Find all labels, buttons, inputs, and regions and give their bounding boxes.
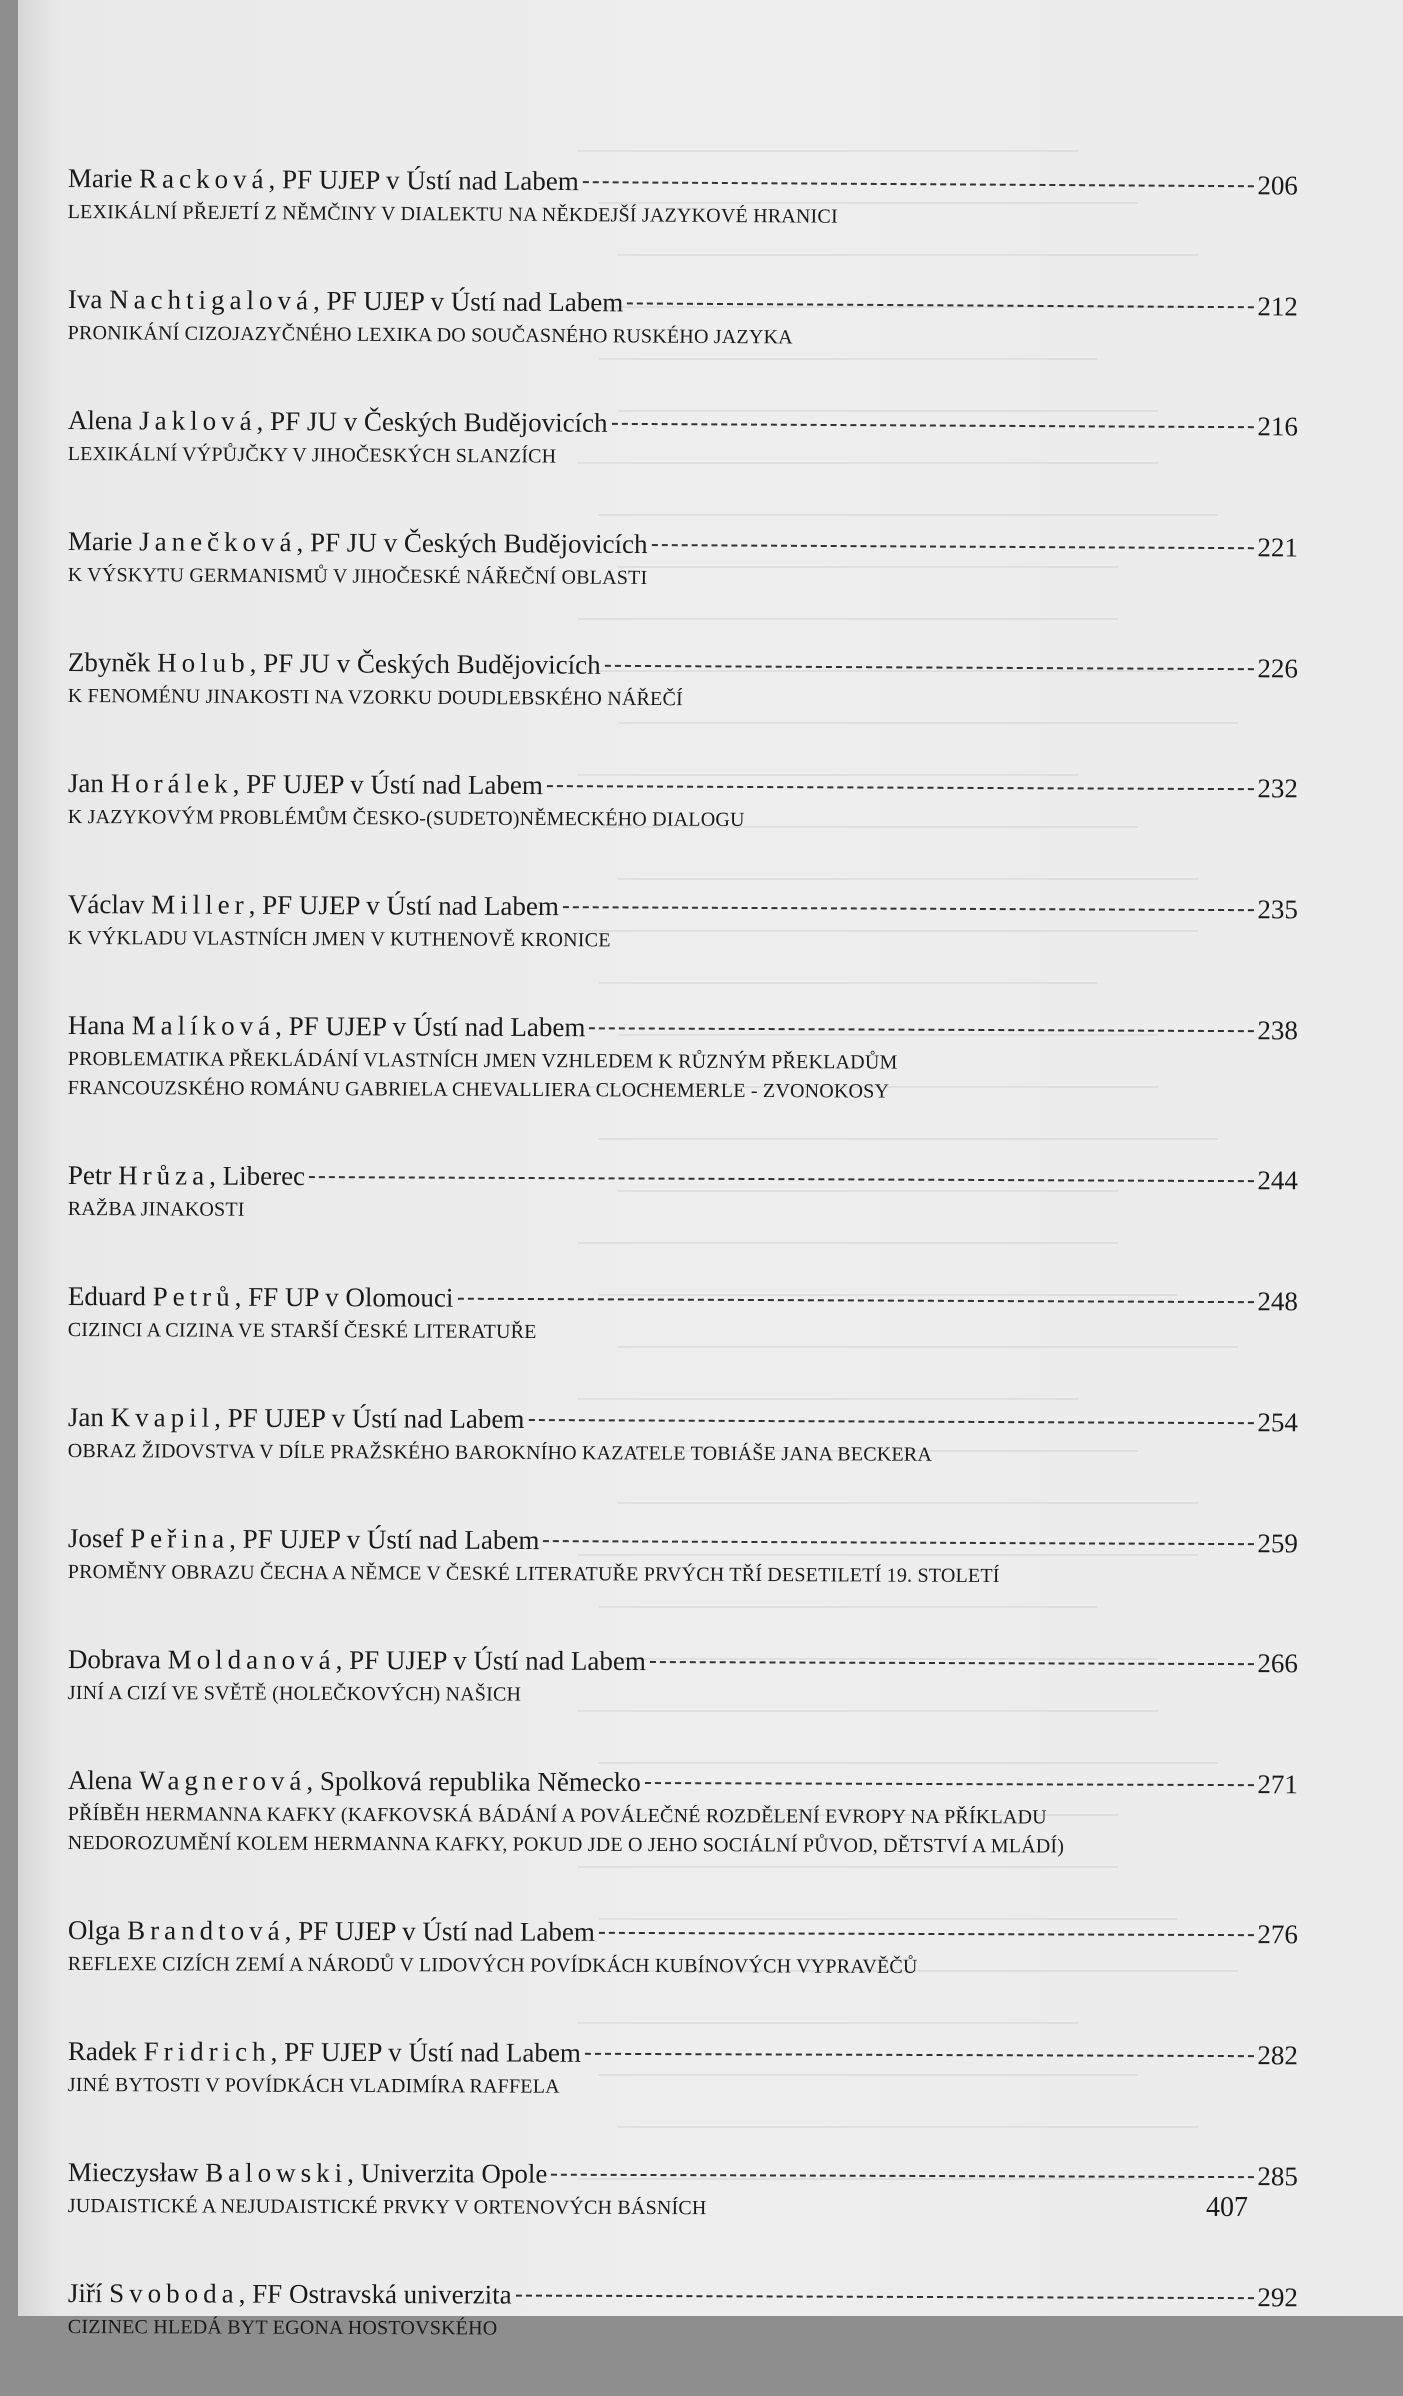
author-first-name: Marie (67, 526, 133, 557)
dot-leader (551, 2174, 1253, 2178)
table-of-contents (68, 160, 1298, 2396)
toc-entry (68, 1912, 1298, 1983)
author-surname: Horálek (110, 768, 233, 799)
author-surname: Balowski (205, 2157, 348, 2188)
author-surname: Hrůza (118, 1160, 210, 1191)
author-first-name: Alena (67, 1765, 133, 1796)
article-title: PROMĚNY OBRAZU ČECHA A NĚMCE V ČESKÉ LITERATUŘE PRVÝCH TŘÍ DESETILETÍ 19. STOLETÍ (67, 1560, 1000, 1588)
toc-entry (68, 2275, 1298, 2346)
entry-page-number: 276 (1257, 1919, 1298, 1950)
toc-entry (68, 644, 1298, 717)
author: Petr Hrůza, Liberec (67, 1160, 306, 1192)
toc-entry (68, 1762, 1298, 1862)
article-title: JINÍ A CIZÍ VE SVĚTĚ (HOLEČKOVÝCH) NAŠICH (67, 1681, 522, 1706)
article-title: K VÝSKYTU GERMANISMŮ V JIHOČESKÉ NÁŘEČNÍ OBLASTI (67, 563, 648, 590)
author-surname: Kvapil (110, 1402, 215, 1433)
author-first-name: Olga (67, 1915, 121, 1946)
author-first-name: Jan (67, 1402, 104, 1433)
author-surname: Nachtigalová (109, 284, 314, 316)
affiliation: PF UJEP v Ústí nad Labem (246, 768, 543, 801)
toc-entry-heading (68, 1399, 1298, 1440)
dot-leader (528, 1419, 1253, 1424)
toc-entry (68, 1278, 1298, 1350)
article-title: K JAZYKOVÝM PROBLÉMŮM ČESKO-(SUDETO)NĚMECKÉHO DIALOGU (67, 805, 745, 831)
author-first-name: Marie (67, 162, 133, 194)
dot-leader (650, 1661, 1254, 1665)
toc-entry-heading (68, 644, 1298, 686)
author-first-name: Petr (67, 1160, 112, 1191)
author: Marie Janečková, PF JU v Českých Budějovicích (67, 526, 648, 560)
dot-leader (612, 423, 1254, 428)
dot-leader (599, 1932, 1254, 1936)
article-title: REFLEXE CIZÍCH ZEMÍ A NÁRODŮ V LIDOVÝCH POVÍDKÁCH KUBÍNOVÝCH VYPRAVĚČŮ (67, 1952, 918, 1978)
author: Dobrava Moldanová, PF UJEP v Ústí nad Labem (67, 1644, 646, 1677)
toc-entry (68, 1520, 1298, 1592)
author-first-name: Iva (67, 283, 103, 315)
book-page (18, 0, 1403, 2340)
toc-entry-heading (68, 2275, 1298, 2315)
toc-entry-heading (68, 2033, 1298, 2073)
toc-entry (68, 1007, 1298, 1108)
affiliation: FF UP v Olomouci (248, 1281, 454, 1313)
dot-leader (585, 2053, 1254, 2057)
entry-page-number: 259 (1257, 1528, 1298, 1559)
author: Eduard Petrů, FF UP v Olomouci (67, 1281, 454, 1313)
author: Jan Kvapil, PF UJEP v Ústí nad Labem (67, 1402, 525, 1434)
entry-page-number: 226 (1257, 653, 1298, 684)
author-first-name: Zbyněk (67, 647, 151, 678)
article-title: CIZINCI A CIZINA VE STARŠÍ ČESKÉ LITERATUŘE (67, 1318, 537, 1344)
author: Jiří Svoboda, FF Ostravská univerzita (67, 2278, 512, 2310)
affiliation: PF UJEP v Ústí nad Labem (298, 1915, 595, 1947)
toc-entry-heading (68, 523, 1298, 565)
affiliation: PF UJEP v Ústí nad Labem (262, 889, 559, 922)
toc-entry (68, 160, 1298, 235)
dot-leader (627, 302, 1253, 308)
article-title: CIZINEC HLEDÁ BYT EGONA HOSTOVSKÉHO (67, 2315, 498, 2340)
toc-entry-heading (68, 1641, 1298, 1681)
toc-entry-heading (68, 886, 1298, 927)
affiliation: PF UJEP v Ústí nad Labem (242, 1523, 540, 1556)
author: Radek Fridrich, PF UJEP v Ústí nad Labem (67, 2036, 581, 2068)
affiliation: PF JU v Českých Budějovicích (309, 527, 648, 560)
dot-leader (547, 785, 1254, 790)
entry-page-number: 248 (1257, 1286, 1298, 1317)
dot-leader (583, 181, 1254, 187)
dot-leader (589, 1027, 1253, 1032)
article-title: JUDAISTICKÉ A NEJUDAISTICKÉ PRVKY V ORTENOVÝCH BÁSNÍCH (67, 2194, 707, 2220)
article-title: LEXIKÁLNÍ VÝPŮJČKY V JIHOČESKÝCH SLANZÍCH (67, 442, 557, 468)
entry-page-number: 271 (1257, 1769, 1298, 1800)
affiliation: PF UJEP v Ústí nad Labem (281, 164, 579, 197)
entry-page-number: 206 (1257, 170, 1298, 201)
entry-page-number: 244 (1257, 1165, 1298, 1196)
toc-entry-heading (68, 1912, 1298, 1952)
toc-entry (68, 523, 1298, 596)
author-surname: Moldanová (167, 1644, 336, 1675)
dot-leader (543, 1540, 1253, 1545)
entry-page-number: 212 (1257, 291, 1298, 322)
author-surname: Brandtová (127, 1915, 285, 1946)
dot-leader (516, 2295, 1254, 2300)
toc-entry (68, 765, 1298, 837)
toc-entry-heading (68, 1278, 1298, 1319)
author: Jan Horálek, PF UJEP v Ústí nad Labem (67, 768, 543, 801)
author: Zbyněk Holub, PF JU v Českých Budějovicích (67, 647, 601, 680)
entry-page-number: 221 (1257, 532, 1298, 563)
author-first-name: Dobrava (67, 1644, 161, 1675)
author-surname: Malíková (131, 1010, 276, 1041)
toc-entry (68, 1641, 1298, 1712)
toc-entry-heading (68, 1007, 1298, 1048)
author: Iva Nachtigalová, PF UJEP v Ústí nad Labem (67, 283, 624, 318)
article-title: PRONIKÁNÍ CIZOJAZYČNÉHO LEXIKA DO SOUČASNÉHO RUSKÉHO JAZYKA (67, 321, 793, 349)
entry-page-number: 282 (1257, 2040, 1298, 2071)
author-surname: Peřina (130, 1523, 230, 1554)
toc-entry (68, 281, 1298, 356)
dot-leader (645, 1782, 1254, 1786)
author-surname: Janečková (139, 526, 297, 558)
toc-entry (68, 402, 1298, 475)
article-title: LEXIKÁLNÍ PŘEJETÍ Z NĚMČINY V DIALEKTU NA NĚKDEJŠÍ JAZYKOVÉ HRANICI (67, 200, 838, 228)
author-first-name: Jiří (67, 2278, 103, 2309)
author: Olga Brandtová, PF UJEP v Ústí nad Labem (67, 1915, 595, 1947)
affiliation: PF UJEP v Ústí nad Labem (326, 285, 624, 318)
article-title: JINÉ BYTOSTI V POVÍDKÁCH VLADIMÍRA RAFFELA (67, 2073, 560, 2098)
author-first-name: Eduard (67, 1281, 146, 1312)
author-surname: Jaklová (139, 405, 257, 436)
author: Hana Malíková, PF UJEP v Ústí nad Labem (67, 1010, 586, 1043)
author-surname: Fridrich (143, 2036, 271, 2067)
dot-leader (652, 544, 1254, 549)
author-first-name: Radek (67, 2036, 137, 2067)
author: Alena Jaklová, PF JU v Českých Budějovicích (67, 404, 608, 438)
entry-page-number: 232 (1257, 773, 1298, 804)
author-first-name: Josef (67, 1523, 124, 1554)
toc-entry-heading (68, 2154, 1298, 2194)
affiliation: PF UJEP v Ústí nad Labem (227, 1402, 525, 1434)
entry-page-number: 254 (1257, 1407, 1298, 1438)
author: Václav Miller, PF UJEP v Ústí nad Labem (67, 889, 559, 922)
entry-page-number: 235 (1257, 894, 1298, 925)
toc-entry (68, 886, 1298, 958)
author-first-name: Mieczysław (67, 2157, 199, 2188)
affiliation: PF JU v Českých Budějovicích (270, 406, 608, 438)
dot-leader (563, 906, 1254, 911)
author-first-name: Václav (67, 889, 145, 920)
affiliation: PF JU v Českých Budějovicích (263, 648, 601, 680)
dot-leader (457, 1298, 1253, 1303)
author: Alena Wagnerová, Spolková republika Německo (67, 1765, 641, 1797)
affiliation: PF UJEP v Ústí nad Labem (349, 1644, 646, 1677)
affiliation: Liberec (222, 1160, 306, 1192)
toc-entry-heading (68, 1157, 1298, 1198)
author: Josef Peřina, PF UJEP v Ústí nad Labem (67, 1523, 540, 1556)
entry-page-number: 238 (1257, 1015, 1298, 1046)
toc-entry (68, 1399, 1298, 1471)
author: Marie Racková, PF UJEP v Ústí nad Labem (67, 162, 579, 197)
toc-entry-heading (68, 160, 1298, 204)
entry-page-number: 266 (1257, 1648, 1298, 1679)
page-number: 407 (1206, 2192, 1248, 2223)
article-title: K VÝKLADU VLASTNÍCH JMEN V KUTHENOVĚ KRONICE (67, 926, 611, 952)
toc-entry (68, 2154, 1298, 2225)
article-title: RAŽBA JINAKOSTI (67, 1197, 245, 1221)
dot-leader (309, 1176, 1253, 1182)
toc-entry-heading (68, 1762, 1298, 1802)
article-title: OBRAZ ŽIDOVSTVA V DÍLE PRAŽSKÉHO BAROKNÍHO KAZATELE TOBIÁŠE JANA BECKERA (67, 1439, 933, 1466)
affiliation: Spolková republika Německo (319, 1765, 641, 1797)
author-surname: Svoboda (109, 2278, 239, 2309)
article-title: PROBLEMATIKA PŘEKLÁDÁNÍ VLASTNÍCH JMEN VZHLEDEM K RŮZNÝM PŘEKLADŮM FRANCOUZSKÉHO ROMÁNU GABRIELA CHEVALLIERA CLOCHEMERLE - ZVONOKOSY (67, 1047, 898, 1103)
author-surname: Racková (139, 163, 269, 195)
entry-page-number: 216 (1257, 411, 1298, 442)
dot-leader (605, 665, 1254, 670)
toc-entry (68, 1157, 1298, 1229)
affiliation: PF UJEP v Ústí nad Labem (284, 2036, 581, 2068)
entry-page-number: 292 (1257, 2282, 1298, 2313)
author-surname: Petrů (152, 1281, 235, 1312)
toc-entry-heading (68, 1520, 1298, 1561)
toc-entry (68, 2033, 1298, 2104)
toc-entry-heading (68, 402, 1298, 444)
author-surname: Miller (151, 889, 249, 920)
author-first-name: Hana (67, 1010, 125, 1041)
article-title: K FENOMÉNU JINAKOSTI NA VZORKU DOUDLEBSKÉHO NÁŘEČÍ (67, 684, 683, 711)
toc-entry-heading (68, 281, 1298, 325)
show-through-line (578, 150, 1078, 152)
article-title: PŘÍBĚH HERMANNA KAFKY (KAFKOVSKÁ BÁDÁNÍ A POVÁLEČNÉ ROZDĚLENÍ EVROPY NA PŘÍKLADU NEDOROZUMĚNÍ KOLEM HERMANNA KAFKY, POKUD JDE O JEHO SOCIÁLNÍ PŮVOD, DĚTSTVÍ A MLÁDÍ) (67, 1802, 1065, 1858)
affiliation: FF Ostravská univerzita (252, 2278, 512, 2310)
entry-page-number: 285 (1257, 2161, 1298, 2192)
toc-entry-heading (68, 765, 1298, 806)
author-first-name: Jan (67, 768, 104, 799)
affiliation: PF UJEP v Ústí nad Labem (288, 1010, 586, 1043)
author: Mieczysław Balowski, Univerzita Opole (67, 2157, 548, 2189)
author-first-name: Alena (67, 404, 133, 436)
author-surname: Holub (157, 647, 250, 678)
author-surname: Wagnerová (139, 1765, 307, 1796)
affiliation: Univerzita Opole (360, 2158, 548, 2189)
